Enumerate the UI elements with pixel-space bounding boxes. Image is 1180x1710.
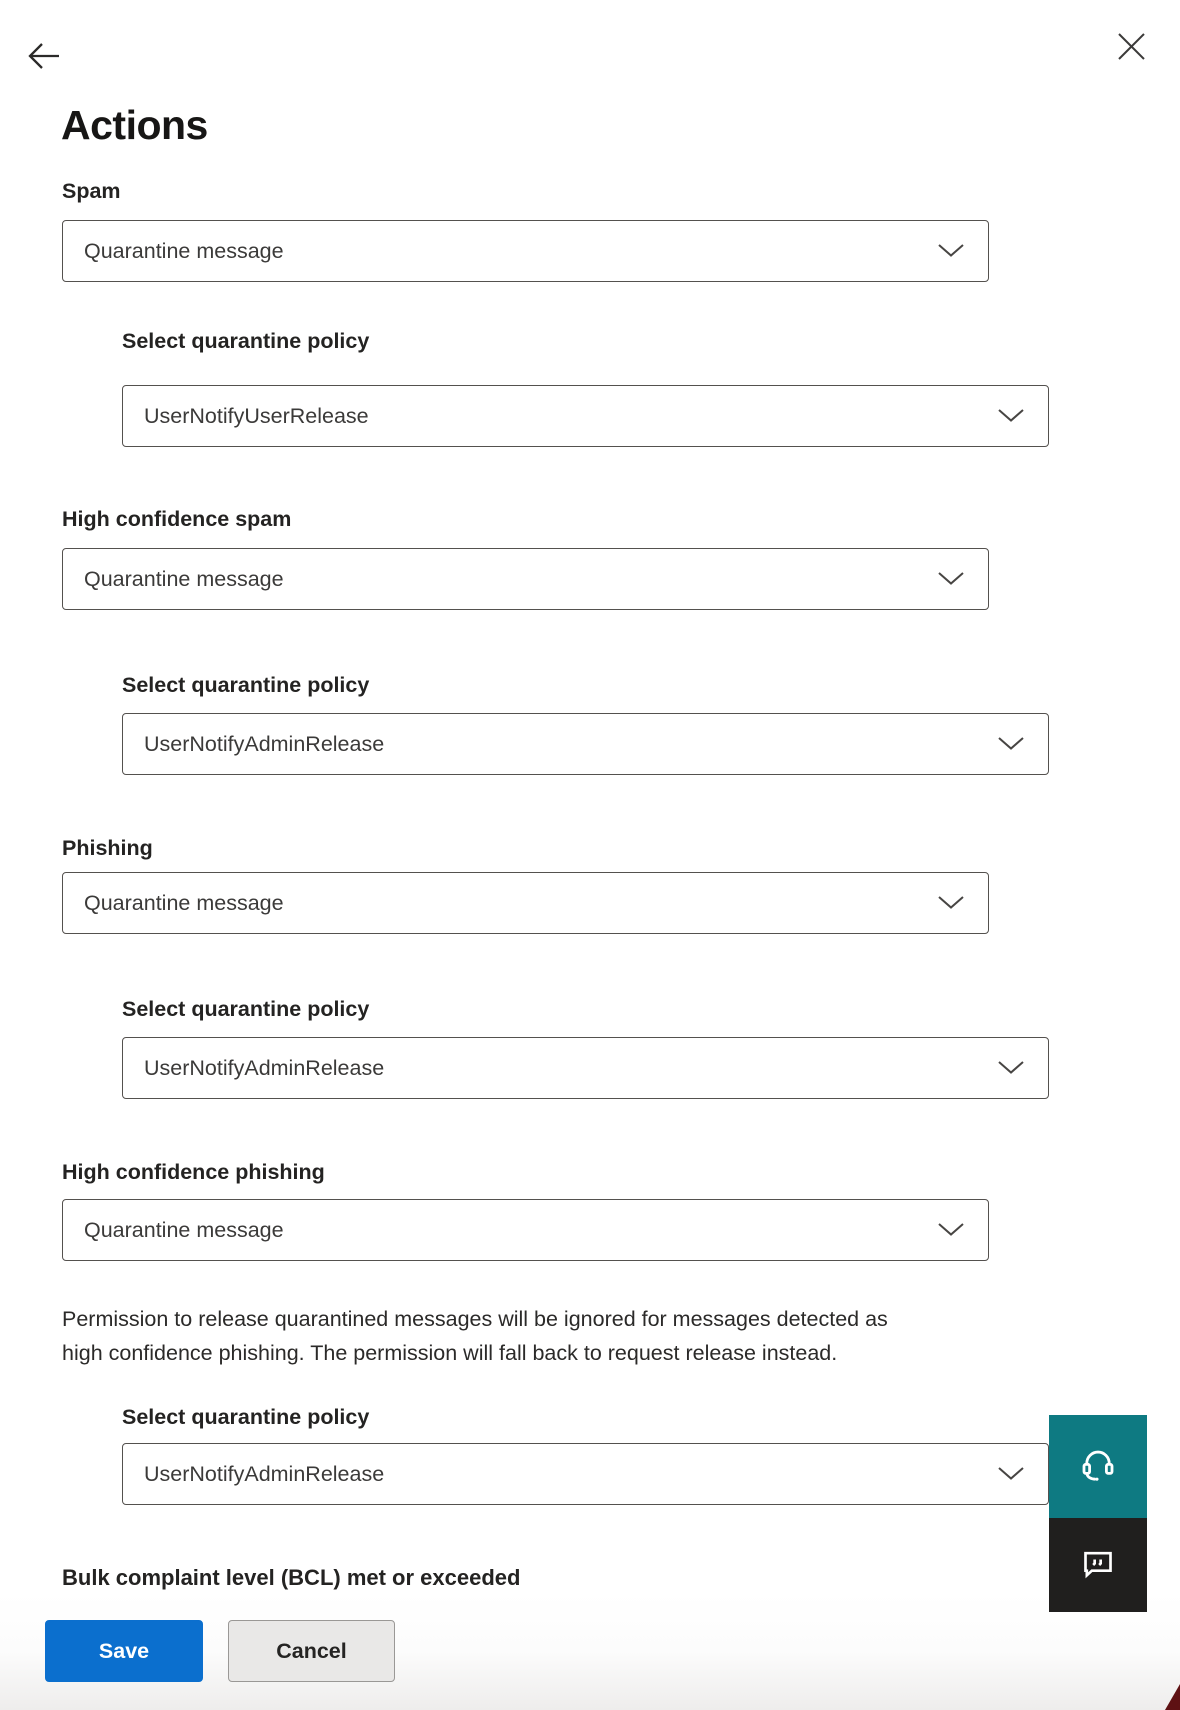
- section-label-high-confidence-phishing: High confidence phishing: [62, 1160, 325, 1184]
- high-confidence-phishing-policy-label: Select quarantine policy: [122, 1405, 370, 1429]
- chevron-down-icon: [997, 404, 1025, 429]
- section-label-spam: Spam: [62, 179, 121, 203]
- save-button[interactable]: Save: [45, 1620, 203, 1682]
- phishing-policy-value: UserNotifyAdminRelease: [144, 1055, 385, 1080]
- high-confidence-phishing-note-line-1: Permission to release quarantined messages will be ignored for messages detected as: [62, 1307, 888, 1331]
- close-icon: [1116, 50, 1147, 65]
- close-button[interactable]: [1116, 31, 1147, 62]
- chevron-down-icon: [937, 1218, 965, 1243]
- spam-policy-label: Select quarantine policy: [122, 329, 370, 353]
- phishing-policy-label: Select quarantine policy: [122, 997, 370, 1021]
- chevron-down-icon: [997, 1056, 1025, 1081]
- high-confidence-phishing-policy-value: UserNotifyAdminRelease: [144, 1461, 385, 1486]
- chevron-down-icon: [937, 567, 965, 592]
- chat-feedback-icon: [1078, 1544, 1118, 1587]
- section-label-high-confidence-spam: High confidence spam: [62, 507, 292, 531]
- support-button[interactable]: [1049, 1415, 1147, 1518]
- phishing-quarantine-policy-dropdown[interactable]: [122, 1037, 1049, 1099]
- back-button[interactable]: [26, 38, 62, 74]
- spam-action-value: Quarantine message: [84, 238, 284, 263]
- spam-action-dropdown[interactable]: [62, 220, 989, 282]
- cancel-button[interactable]: Cancel: [228, 1620, 395, 1682]
- phishing-action-value: Quarantine message: [84, 890, 284, 915]
- high-confidence-spam-action-value: Quarantine message: [84, 566, 284, 591]
- chevron-down-icon: [937, 239, 965, 264]
- high-confidence-spam-policy-value: UserNotifyAdminRelease: [144, 731, 385, 756]
- high-confidence-spam-action-dropdown[interactable]: [62, 548, 989, 610]
- back-arrow-icon: [26, 62, 62, 77]
- chevron-down-icon: [937, 891, 965, 916]
- chevron-down-icon: [997, 732, 1025, 757]
- phishing-action-dropdown[interactable]: [62, 872, 989, 934]
- spam-quarantine-policy-dropdown[interactable]: [122, 385, 1049, 447]
- high-confidence-phishing-action-value: Quarantine message: [84, 1217, 284, 1242]
- high-confidence-phishing-note-line-2: high confidence phishing. The permission will fall back to request release instead.: [62, 1341, 838, 1365]
- feedback-button[interactable]: [1049, 1518, 1147, 1612]
- high-confidence-phishing-quarantine-policy-dropdown[interactable]: [122, 1443, 1049, 1505]
- footer-bar: [0, 1592, 1180, 1710]
- high-confidence-spam-policy-label: Select quarantine policy: [122, 673, 370, 697]
- high-confidence-phishing-action-dropdown[interactable]: [62, 1199, 989, 1261]
- chevron-down-icon: [997, 1462, 1025, 1487]
- section-label-phishing: Phishing: [62, 836, 153, 860]
- spam-policy-value: UserNotifyUserRelease: [144, 403, 369, 428]
- high-confidence-spam-quarantine-policy-dropdown[interactable]: [122, 713, 1049, 775]
- page-title: Actions: [61, 102, 208, 148]
- section-label-bulk-complaint-level: Bulk complaint level (BCL) met or exceeded: [62, 1565, 521, 1590]
- headset-icon: [1077, 1444, 1119, 1489]
